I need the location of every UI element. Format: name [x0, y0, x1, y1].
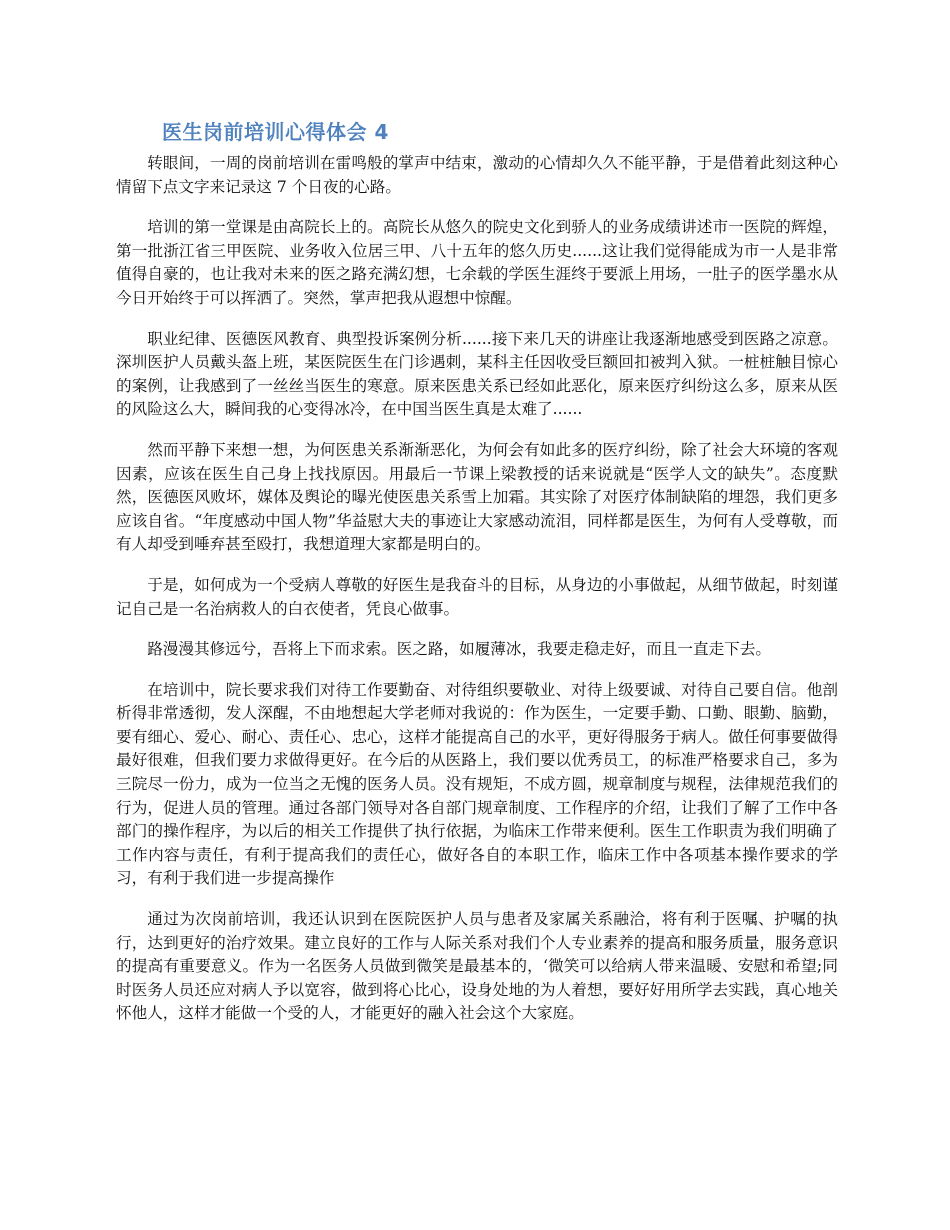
- paragraph-3: 职业纪律、医德医风教育、典型投诉案例分析......接下来几天的讲座让我逐渐地感受到医路之凉意。深圳医护人员戴头盔上班，某医院医生在门诊遇刺，某科主任因收受巨额回扣被判入狱。一桩桩触目惊心的案例，让我感到了一丝丝当医生的寒意。原来医患关系已经如此恶化，原来医疗纠纷这么多，原来从医的风险这么大，瞬间我的心变得冰冷，在中国当医生真是太难了......: [116, 329, 838, 419]
- page-title: 医生岗前培训心得体会 4: [162, 120, 389, 144]
- paragraph-2: 培训的第一堂课是由高院长上的。高院长从悠久的院史文化到骄人的业务成绩讲述市一医院的辉煌，第一批浙江省三甲医院、业务收入位居三甲、八十五年的悠久历史......这让我们觉得能成为市一人是非常值得自豪的，也让我对未来的医之路充满幻想，七余载的学医生涯终于要派上用场，一肚子的医学墨水从今日开始终于可以挥洒了。突然，掌声把我从遐想中惊醒。: [116, 218, 838, 307]
- paragraph-5: 于是，如何成为一个受病人尊敬的好医生是我奋斗的目标，从身边的小事做起，从细节做起，时刻谨记自己是一名治病救人的白衣使者，凭良心做事。: [116, 575, 838, 618]
- paragraph-1: 转眼间，一周的岗前培训在雷鸣般的掌声中结束，激动的心情却久久不能平静，于是借着此刻这种心情留下点文字来记录这 7 个日夜的心路。: [116, 154, 838, 196]
- paragraph-4: 然而平静下来想一想，为何医患关系渐渐恶化，为何会有如此多的医疗纠纷，除了社会大环境的客观因素，应该在医生自己身上找找原因。用最后一节课上梁教授的话来说就是“医学人文的缺失”。态度默然，医德医风败坏，媒体及舆论的曝光使医患关系雪上加霜。其实除了对医疗体制缺陷的埋怨，我们更多应该自省。“年度感动中国人物”华益慰大夫的事迹让大家感动流泪，同样都是医生，为何有人受尊敬，而有人却受到唾弃甚至殴打，我想道理大家都是明白的。: [116, 440, 838, 554]
- paragraph-6: 路漫漫其修远兮，吾将上下而求索。医之路，如履薄冰，我要走稳走好，而且一直走下去。: [147, 640, 771, 659]
- document-body: [116, 152, 838, 1043]
- paragraph-8: 通过为次岗前培训，我还认识到在医院医护人员与患者及家属关系融洽，将有利于医嘱、护嘱的执行，达到更好的治疗效果。建立良好的工作与人际关系对我们个人专业素养的提高和服务质量，服务意识的提高有重要意义。作为一名医务人员做到微笑是最基本的，‘微笑可以给病人带来温暖、安慰和希望;同时医务人员还应对病人予以宽容，做到将心比心，设身处地的为人着想，要好好用所学去实践，真心地关怀他人，这样才能做一个受的人，才能更好的融入社会这个大家庭。: [116, 910, 838, 1023]
- paragraph-7: 在培训中，院长要求我们对待工作要勤奋、对待组织要敬业、对待上级要诚、对待自己要自信。他剖析得非常透彻，发人深醒，不由地想起大学老师对我说的：作为医生，一定要手勤、口勤、眼勤、脑勤，要有细心、爱心、耐心、责任心、忠心，这样才能提高自己的水平，更好得服务于病人。做任何事要做得最好很难，但我们要力求做得更好。在今后的从医路上，我们要以优秀员工，的标准严格要求自己，多为三院尽一份力，成为一位当之无愧的医务人员。没有规矩，不成方圆，规章制度与规程，法律规范我们的行为，促进人员的管理。通过各部门领导对各自部门规章制度、工作程序的介绍，让我们了解了工作中各部门的操作程序，为以后的相关工作提供了执行依据，为临床工作带来便利。医生工作职责为我们明确了工作内容与责任，有利于提高我们的责任心，做好各自的本职工作，临床工作中各项基本操作要求的学习，有利于我们进一步提高操作: [116, 680, 838, 888]
